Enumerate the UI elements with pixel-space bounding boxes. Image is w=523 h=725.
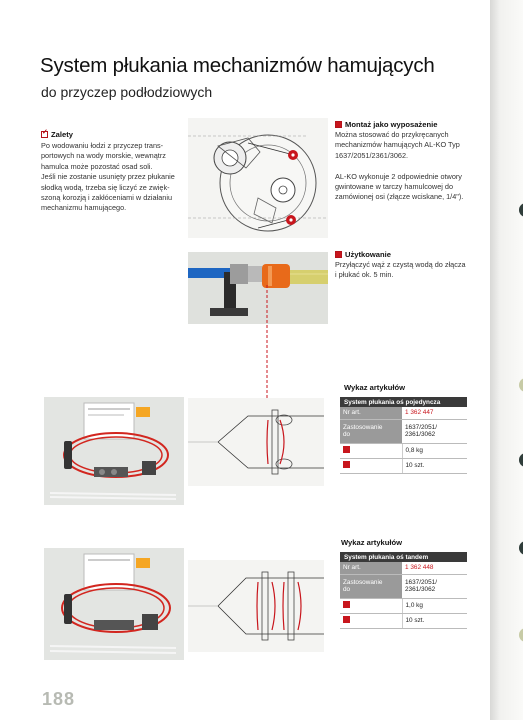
table2-header: System płukania oś tandem	[340, 552, 467, 562]
table1-header: System płukania oś pojedyncza	[340, 397, 467, 407]
kit-tandem-illustration	[44, 548, 184, 660]
hose-connector-photo	[188, 252, 328, 324]
kit-photo-single-axle	[44, 397, 184, 505]
weight-value: 1,0 kg	[402, 598, 467, 613]
text-line: i płukać ok. 5 min.	[335, 270, 394, 280]
tandem-axle-illustration	[188, 560, 324, 652]
zalety-text	[41, 141, 175, 214]
art-label: Nr art.	[340, 407, 402, 419]
package-icon	[340, 613, 402, 628]
text-line: słodką wodą, trzeba się liczyć ze zwięk-	[41, 182, 170, 192]
montaz-heading: Montaż jako wyposażenie	[345, 120, 438, 129]
hose-connector-illustration	[188, 252, 328, 324]
text-line: 1637/2051/2361/3062.	[335, 150, 409, 160]
wrench-icon	[335, 121, 342, 128]
montaz-text	[335, 130, 463, 203]
text-line: hamulca może pozostać osad soli.	[41, 161, 153, 171]
text-line: gwintowane w tarczy hamulcowej do	[335, 182, 454, 192]
table1	[340, 397, 467, 474]
text-line	[335, 161, 463, 171]
next-page-edge	[490, 0, 523, 720]
spec-table-single	[340, 397, 467, 474]
brake-drum-drawing	[188, 118, 328, 238]
art-label: Nr art.	[340, 562, 402, 574]
weight-icon	[340, 598, 402, 613]
uzytkowanie-text	[335, 260, 466, 281]
text-line: Jeśli nie zostanie usunięty przez płukanie	[41, 172, 175, 182]
checkbox-icon: ✓	[42, 129, 48, 136]
application-value: 1637/2051/ 2361/3062	[402, 574, 467, 598]
weight-value: 0,8 kg	[402, 443, 467, 458]
text-line: zamówionej osi (złącze wciskane, 1/4").	[335, 192, 464, 202]
page-edge-decoration	[490, 0, 523, 720]
section-uzytkowanie	[335, 250, 466, 281]
art-value: 1 362 448	[402, 562, 467, 574]
tandem-axle-drawing	[188, 560, 324, 652]
page-title: System płukania mechanizmów hamujących	[40, 54, 435, 77]
page-number: 188	[42, 689, 76, 709]
text-line: Można stosować do przykręcanych	[335, 130, 449, 139]
package-icon	[340, 458, 402, 473]
application-label: Zastosowanie do	[340, 419, 402, 443]
text-line: szoną korozją i zakłóceniami w działaniu	[41, 193, 173, 203]
section-montaz	[335, 120, 463, 203]
brake-drum-illustration	[188, 118, 328, 238]
single-axle-illustration	[188, 398, 324, 486]
text-line: portowych na wody morskie, wewnątrz	[41, 151, 166, 161]
table2-title: Wykaz artykułów	[341, 538, 403, 547]
text-line: mechanizmów hamujących AL-KO Typ	[335, 140, 460, 150]
qty-value: 10 szt.	[402, 458, 467, 473]
text-line: Przyłączyć wąż z czystą wodą do złącza	[335, 260, 466, 269]
zalety-heading: Zalety	[51, 130, 73, 139]
hand-icon	[335, 251, 342, 258]
qty-value: 10 szt.	[402, 613, 467, 628]
spec-table-tandem	[340, 552, 467, 629]
application-label: Zastosowanie do	[340, 574, 402, 598]
art-value: 1 362 447	[402, 407, 467, 419]
text-line: mechanizmu hamującego.	[41, 203, 127, 213]
kit-single-illustration	[44, 397, 184, 505]
kit-photo-tandem-axle	[44, 548, 184, 660]
table2	[340, 552, 467, 629]
table1-title: Wykaz artykułów	[344, 383, 406, 392]
text-line: AL-KO wykonuje 2 odpowiednie otwory	[335, 171, 462, 181]
text-line: Po wodowaniu łodzi z przyczep trans-	[41, 141, 164, 150]
section-zalety	[41, 130, 175, 214]
application-value: 1637/2051/ 2361/3062	[402, 419, 467, 443]
uzytkowanie-heading: Użytkowanie	[345, 250, 391, 259]
page-subtitle: do przyczep podłodziowych	[41, 84, 213, 100]
weight-icon	[340, 443, 402, 458]
single-axle-drawing	[188, 398, 324, 486]
